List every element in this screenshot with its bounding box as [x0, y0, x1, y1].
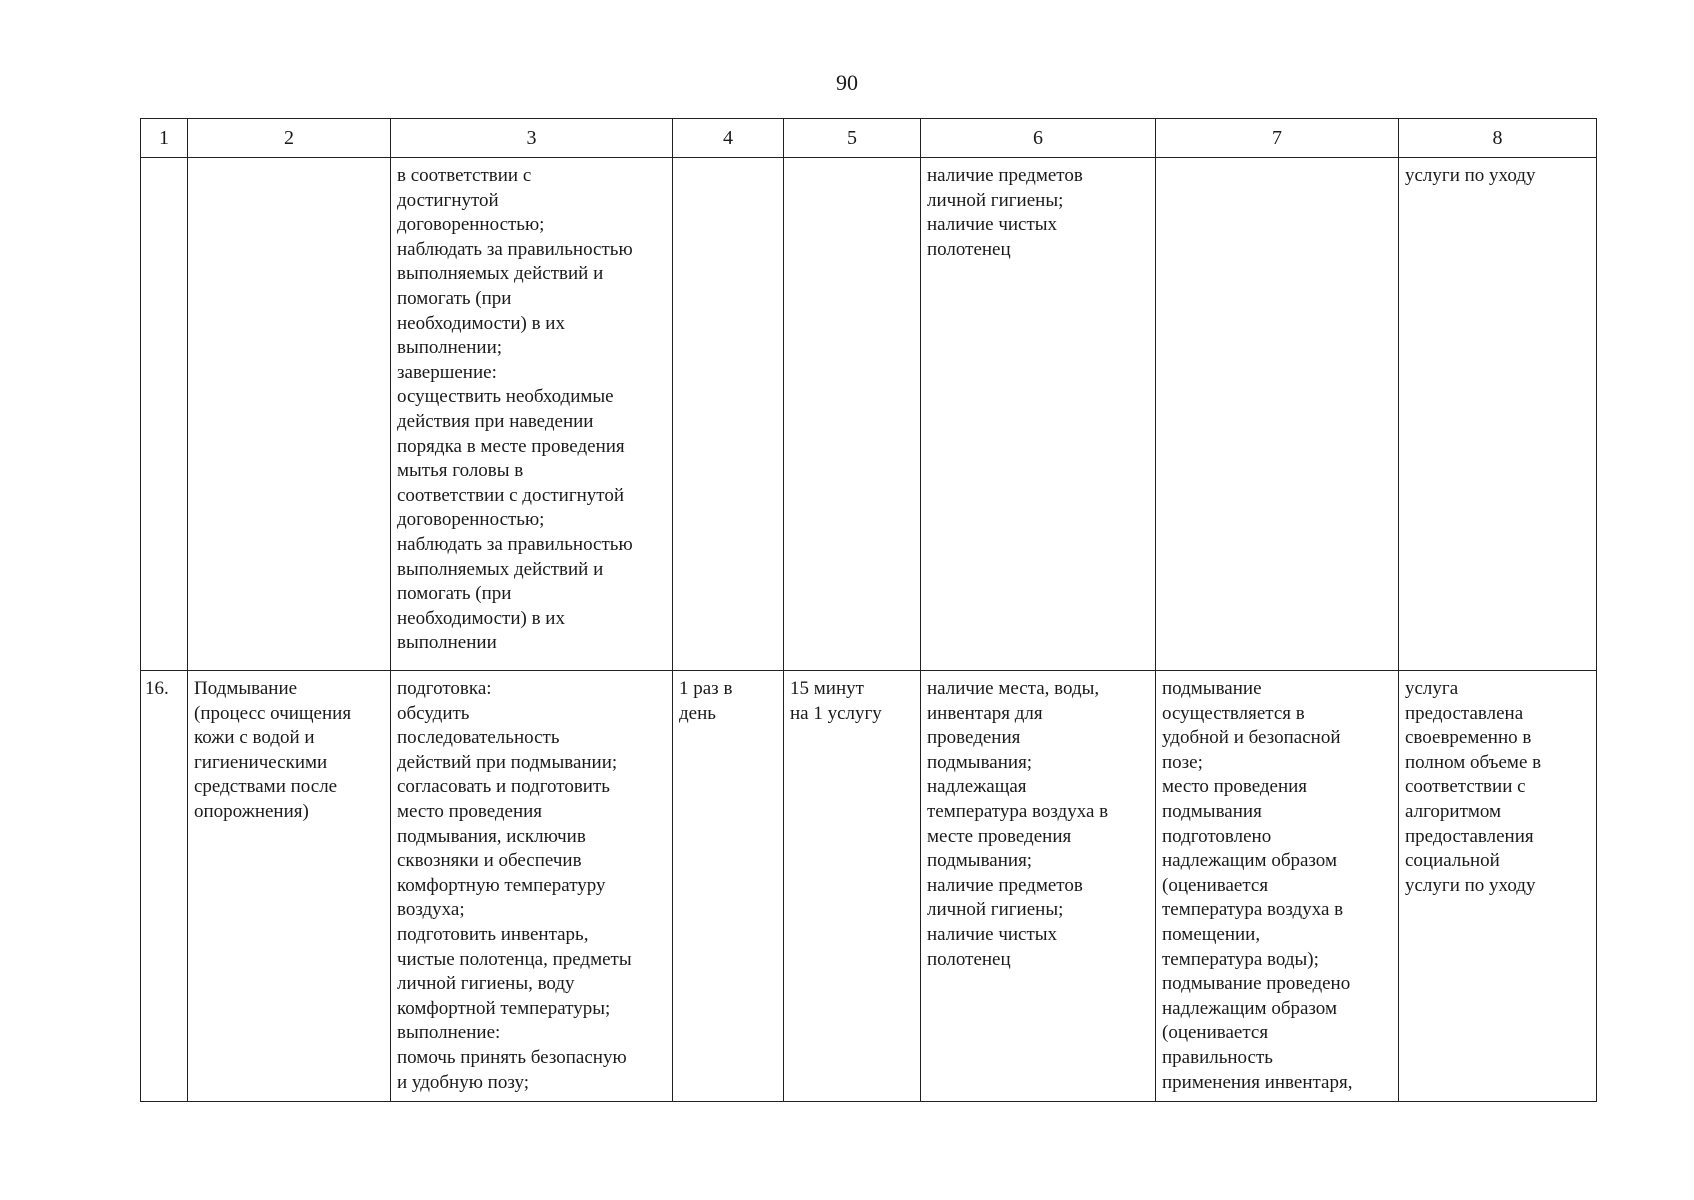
conditions-cell: наличие места, воды, инвентаря для проведения подмывания; надлежащая температура воздуха в месте проведения подмывания; наличие предметов личной гигиены; наличие чистых полотенец	[921, 671, 1156, 1102]
header-col-8: 8	[1399, 119, 1597, 158]
header-col-4: 4	[673, 119, 784, 158]
duration-cell	[784, 158, 921, 671]
header-col-7: 7	[1156, 119, 1399, 158]
table-row-16	[141, 671, 1597, 1102]
frequency-cell: 1 раз в день	[673, 671, 784, 1102]
conditions-cell: наличие предметов личной гигиены; наличие чистых полотенец	[921, 158, 1156, 671]
quality-criteria-cell	[1156, 158, 1399, 671]
column-number-header-row	[141, 119, 1597, 158]
services-table	[140, 118, 1597, 1102]
header-col-6: 6	[921, 119, 1156, 158]
header-col-3: 3	[391, 119, 673, 158]
table-row-continuation	[141, 158, 1597, 671]
result-cell: услуга предоставлена своевременно в полном объеме в соответствии с алгоритмом предоставления социальной услуги по уходу	[1399, 671, 1597, 1102]
frequency-cell	[673, 158, 784, 671]
row-number-cell	[141, 158, 188, 671]
duration-cell: 15 минут на 1 услугу	[784, 671, 921, 1102]
result-cell: услуги по уходу	[1399, 158, 1597, 671]
service-name-cell	[188, 158, 391, 671]
quality-criteria-cell: подмывание осуществляется в удобной и безопасной позе; место проведения подмывания подготовлено надлежащим образом (оценивается температура воздуха в помещении, температура воды); подмывание проведено надлежащим образом (оценивается правильность применения инвентаря,	[1156, 671, 1399, 1102]
service-description-cell: подготовка: обсудить последовательность действий при подмывании; согласовать и подготовить место проведения подмывания, исключив сквозняки и обеспечив комфортную температуру воздуха; подготовить инвентарь, чистые полотенца, предметы личной гигиены, воду комфортной температуры; выполнение: помочь принять безопасную и удобную позу;	[391, 671, 673, 1102]
header-col-2: 2	[188, 119, 391, 158]
service-name-cell: Подмывание (процесс очищения кожи с водой и гигиеническими средствами после опорожнения)	[188, 671, 391, 1102]
header-col-5: 5	[784, 119, 921, 158]
page-number: 90	[836, 70, 858, 95]
service-description-cell: в соответствии с достигнутой договоренностью; наблюдать за правильностью выполняемых действий и помогать (при необходимости) в их выполнении; завершение: осуществить необходимые действия при наведении порядка в месте проведения мытья головы в соответствии с достигнутой договоренностью; наблюдать за правильностью выполняемых действий и помогать (при необходимости) в их выполнении	[391, 158, 673, 671]
row-number-cell: 16.	[141, 671, 188, 1102]
header-col-1: 1	[141, 119, 188, 158]
